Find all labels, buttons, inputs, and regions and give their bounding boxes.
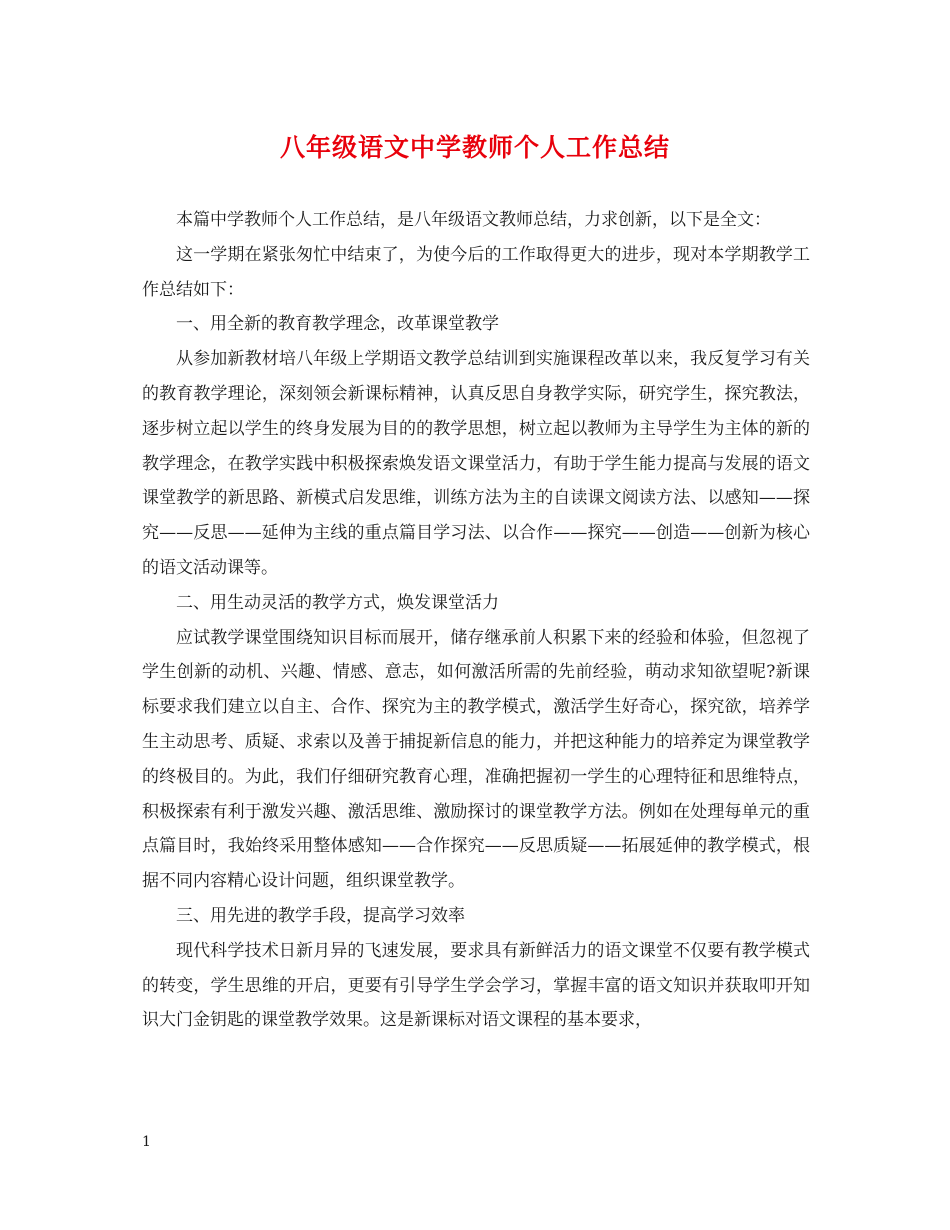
section-heading-2: 二、用生动灵活的教学方式，焕发课堂活力: [176, 592, 499, 613]
paragraph-section-3: 现代科学技术日新月异的飞速发展，要求具有新鲜活力的语文课堂不仅要有教学模式的转变，学生思维的开启，更要有引导学生学会学习，掌握丰富的语文知识并获取叩开知识大门金钥匙的课堂教学效果。这是新课标对语文课程的基本要求，: [142, 940, 810, 1031]
document-title: 八年级语文中学教师个人工作总结: [279, 133, 670, 162]
paragraph-section-2: 应试教学课堂围绕知识目标而展开，储存继承前人积累下来的经验和体验，但忽视了学生创新的动机、兴趣、情感、意志，如何激活所需的先前经验，萌动求知欲望呢?新课标要求我们建立以自主、合作、探究为主的教学模式，激活学生好奇心，探究欲，培养学生主动思考、质疑、求索以及善于捕捉新信息的能力，并把这种能力的培养定为课堂教学的终极目的。为此，我们仔细研究教育心理，准确把握初一学生的心理特征和思维特点，积极探索有利于激发兴趣、激活思维、激励探讨的课堂教学方法。例如在处理每单元的重点篇目时，我始终采用整体感知——合作探究——反思质疑——拓展延伸的教学模式，根据不同内容精心设计问题，组织课堂教学。: [142, 627, 810, 892]
paragraph-intro: 本篇中学教师个人工作总结，是八年级语文教师总结，力求创新，以下是全文：: [176, 210, 771, 230]
section-heading-3: 三、用先进的教学手段，提高学习效率: [176, 905, 465, 926]
paragraph-section-1: 从参加新教材培八年级上学期语文教学总结训到实施课程改革以来，我反复学习有关的教育教学理论，深刻领会新课标精神，认真反思自身教学实际，研究学生，探究教法，逐步树立起以学生的终身发展为目的的教学思想，树立起以教师为主导学生为主体的新的教学理念，在教学实践中积极探索焕发语文课堂活力，有助于学生能力提高与发展的语文课堂教学的新思路、新模式启发思维，训练方法为主的自读课文阅读方法、以感知——探究——反思——延伸为主线的重点篇目学习法、以合作——探究——创造——创新为核心的语文活动课等。: [142, 349, 810, 578]
page-number: 1: [142, 1134, 151, 1150]
paragraph-opening: 这一学期在紧张匆忙中结束了，为使今后的工作取得更大的进步，现对本学期教学工作总结如下：: [142, 244, 810, 300]
section-heading-1: 一、用全新的教育教学理念，改革课堂教学: [176, 314, 499, 335]
document-body: [142, 203, 810, 1038]
